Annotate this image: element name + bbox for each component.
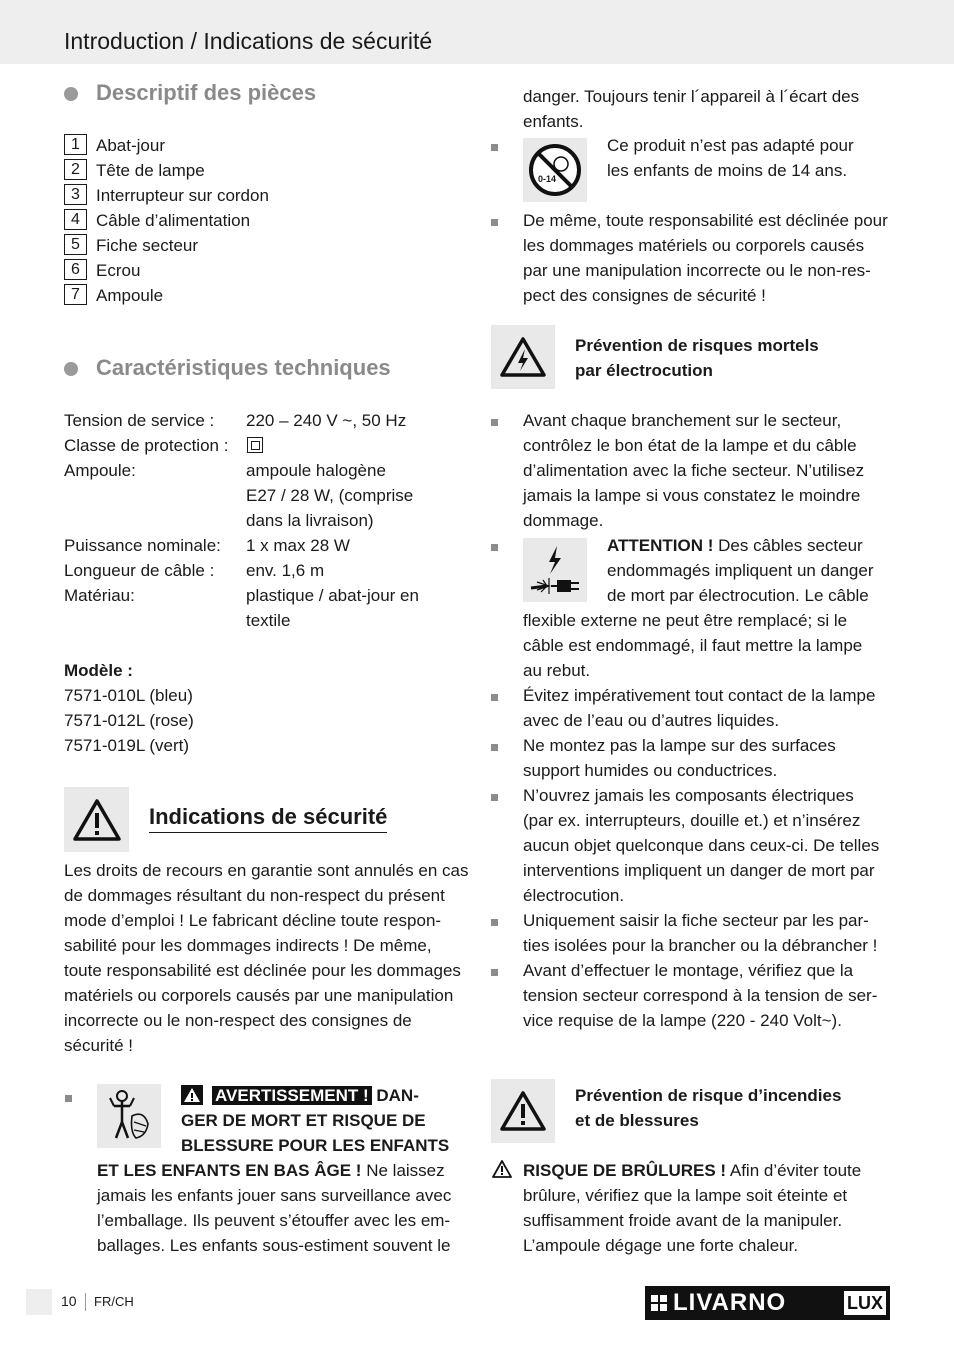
brand-name: LIVARNO	[673, 1289, 787, 1316]
child-warning-title	[212, 1083, 419, 1108]
text-line: Avant d’effectuer le montage, vérifiez que la	[523, 961, 854, 980]
bullet-square	[491, 744, 498, 751]
bullet-square	[491, 969, 498, 976]
text-line: l’emballage. Ils peuvent s’étouffer avec les em-	[97, 1211, 451, 1230]
text-line: Évitez impérativement tout contact de la lampe	[523, 686, 876, 705]
spec-label: Longueur de câble :	[64, 561, 215, 580]
part-number: 1	[64, 134, 87, 155]
text-line: ties isolées pour la brancher ou la débrancher !	[523, 936, 878, 955]
brand-mark-icon	[651, 1295, 667, 1311]
model-item: 7571-012L (rose)	[64, 711, 194, 730]
spec-label: Ampoule:	[64, 461, 136, 480]
text-line: Avant chaque branchement sur le secteur,	[523, 411, 842, 430]
text-line: d’alimentation avec la fiche secteur. N’utilisez	[523, 461, 865, 480]
burn-warning-label: RISQUE DE BRÛLURES !	[523, 1161, 727, 1180]
model-item: 7571-019L (vert)	[64, 736, 190, 755]
text-line: L’ampoule dégage une forte chaleur.	[523, 1236, 799, 1255]
text-line: suffisamment froide avant de la manipuler.	[523, 1211, 843, 1230]
text-line: brûlure, vérifiez que la lampe soit éteinte et	[523, 1186, 848, 1205]
text-line: matériels ou corporels causés par une manipulation	[64, 986, 454, 1005]
part-number: 6	[64, 259, 87, 280]
text-line: les dommages matériels ou corporels causés	[523, 236, 865, 255]
text-line: enfants.	[523, 112, 584, 131]
text-line: Uniquement saisir la fiche secteur par les par-	[523, 911, 869, 930]
bullet-square	[65, 1095, 72, 1102]
text-line: (par ex. interrupteurs, douille et.) et n’insérez	[523, 811, 861, 830]
attention-label: ATTENTION !	[607, 536, 714, 555]
safety-heading: Indications de sécurité	[149, 804, 387, 833]
part-label: Tête de lampe	[96, 161, 205, 180]
text-line: Ne laissez	[361, 1161, 445, 1180]
damaged-cable-icon	[523, 538, 587, 602]
brand-logo	[645, 1286, 890, 1320]
page-header	[0, 0, 954, 64]
text-line: toute responsabilité est déclinée pour les dommages	[64, 961, 461, 980]
text-line: flexible externe ne peut être remplacé; si le	[523, 611, 848, 630]
fire-heading: Prévention de risque d’incendies	[575, 1086, 842, 1105]
warning-triangle-icon	[491, 1159, 513, 1179]
text-line: jamais la lampe si vous constatez le moindre	[523, 486, 861, 505]
text-line: sécurité !	[64, 1036, 133, 1055]
text-line: jamais les enfants jouer sans surveillance avec	[97, 1186, 452, 1205]
text-line: au rebut.	[523, 661, 591, 680]
specs-heading: Caractéristiques techniques	[96, 355, 391, 380]
spec-value: 220 – 240 V ~, 50 Hz	[246, 411, 407, 430]
text-line: avec de l’eau ou d’autres liquides.	[523, 711, 780, 730]
text-line: Les droits de recours en garantie sont annulés en cas	[64, 861, 469, 880]
text-line: par une manipulation incorrecte ou le non-res-	[523, 261, 871, 280]
spec-value: textile	[246, 611, 291, 630]
text-line: pect des consignes de sécurité !	[523, 286, 766, 305]
text-line: danger. Toujours tenir l´appareil à l´écart des	[523, 87, 860, 106]
part-label: Interrupteur sur cordon	[96, 186, 269, 205]
language-code: FR/CH	[94, 1294, 134, 1309]
text-line: câble est endommagé, il faut mettre la lampe	[523, 636, 863, 655]
text-line: mode d’emploi ! Le fabricant décline toute respon-	[64, 911, 442, 930]
text-line: DAN-	[376, 1086, 419, 1105]
text-line: BLESSURE POUR LES ENFANTS	[181, 1136, 450, 1155]
text-line: contrôlez le bon état de la lampe et du câble	[523, 436, 857, 455]
text-line: ET LES ENFANTS EN BAS ÂGE !	[97, 1161, 362, 1180]
text-line	[523, 1158, 861, 1183]
text-line: N’ouvrez jamais les composants électriques	[523, 786, 854, 805]
part-label: Abat-jour	[96, 136, 165, 155]
text-line: Ne montez pas la lampe sur des surfaces	[523, 736, 836, 755]
text-line: dommage.	[523, 511, 604, 530]
warning-triangle-icon	[491, 1079, 555, 1143]
safety-intro	[64, 858, 474, 1058]
text-line	[97, 1158, 445, 1183]
spec-label: Tension de service :	[64, 411, 215, 430]
text-line: Ce produit n’est pas adapté pour	[607, 136, 854, 155]
bullet-square	[491, 694, 498, 701]
text-line: incorrecte ou le non-respect des consignes de	[64, 1011, 412, 1030]
bullet-square	[491, 919, 498, 926]
page-title: Introduction / Indications de sécurité	[64, 28, 433, 54]
text-line: de mort par électrocution. Le câble	[607, 586, 869, 605]
text-line: tension secteur correspond à la tension de ser-	[523, 986, 878, 1005]
spec-value: ampoule halogène	[246, 461, 386, 480]
part-label: Ampoule	[96, 286, 164, 305]
age-label: 0-14	[538, 174, 557, 184]
page-number: 10	[61, 1293, 77, 1309]
text-line: ballages. Les enfants sous-estiment souvent le	[97, 1236, 451, 1255]
brand-suffix: LUX	[844, 1291, 886, 1315]
bullet-square	[491, 794, 498, 801]
spec-value: dans la livraison)	[246, 511, 374, 530]
text-line: sabilité pour les dommages indirects ! De même,	[64, 936, 432, 955]
warning-triangle-icon	[64, 787, 129, 852]
spec-label: Puissance nominale:	[64, 536, 221, 555]
text-line: vice requise de la lampe (220 - 240 Volt~).	[523, 1011, 842, 1030]
warning-triangle-icon	[181, 1085, 203, 1105]
child-danger-icon	[97, 1084, 161, 1148]
model-heading: Modèle :	[64, 661, 133, 680]
text-line: De même, toute responsabilité est déclinée pour	[523, 211, 888, 230]
spec-value: 1 x max 28 W	[246, 536, 350, 555]
text-line: aucun objet quelconque dans ceux-ci. De telles	[523, 836, 880, 855]
spec-label: Matériau:	[64, 586, 135, 605]
text-line: GER DE MORT ET RISQUE DE	[181, 1111, 426, 1130]
part-label: Fiche secteur	[96, 236, 199, 255]
part-number: 4	[64, 209, 87, 230]
text-line: de dommages résultant du non-respect du présent	[64, 886, 445, 905]
electro-heading: Prévention de risques mortels	[575, 336, 819, 355]
part-number: 7	[64, 284, 87, 305]
part-label: Câble d’alimentation	[96, 211, 251, 230]
part-label: Ecrou	[96, 261, 141, 280]
spec-value: plastique / abat-jour en	[246, 586, 419, 605]
text-line: Des câbles secteur	[713, 536, 863, 555]
model-item: 7571-010L (bleu)	[64, 686, 193, 705]
text-line: les enfants de moins de 14 ans.	[607, 161, 848, 180]
part-number: 5	[64, 234, 87, 255]
part-number: 2	[64, 159, 87, 180]
bullet-square	[491, 419, 498, 426]
bullet-dot	[64, 362, 78, 376]
text-line: Afin d’éviter toute	[726, 1161, 862, 1180]
footer-divider	[85, 1293, 86, 1311]
spec-value: env. 1,6 m	[246, 561, 325, 580]
no-children-icon	[523, 138, 587, 202]
warning-badge: AVERTISSEMENT !	[212, 1086, 372, 1105]
protection-class-icon	[247, 437, 263, 453]
parts-heading: Descriptif des pièces	[96, 80, 317, 105]
text-line: électrocution.	[523, 886, 625, 905]
bullet-square	[491, 144, 498, 151]
electric-hazard-icon	[491, 325, 555, 389]
spec-label: Classe de protection :	[64, 436, 229, 455]
footer-marker	[26, 1289, 52, 1315]
electro-heading: par électrocution	[575, 361, 713, 380]
bullet-square	[491, 219, 498, 226]
text-line	[607, 533, 863, 558]
bullet-dot	[64, 87, 78, 101]
part-number: 3	[64, 184, 87, 205]
bullet-square	[491, 544, 498, 551]
text-line: support humides ou conductrices.	[523, 761, 778, 780]
spec-value: E27 / 28 W, (comprise	[246, 486, 414, 505]
fire-heading: et de blessures	[575, 1111, 699, 1130]
text-line: endommagés impliquent un danger	[607, 561, 874, 580]
text-line: interventions impliquent un danger de mort par	[523, 861, 875, 880]
